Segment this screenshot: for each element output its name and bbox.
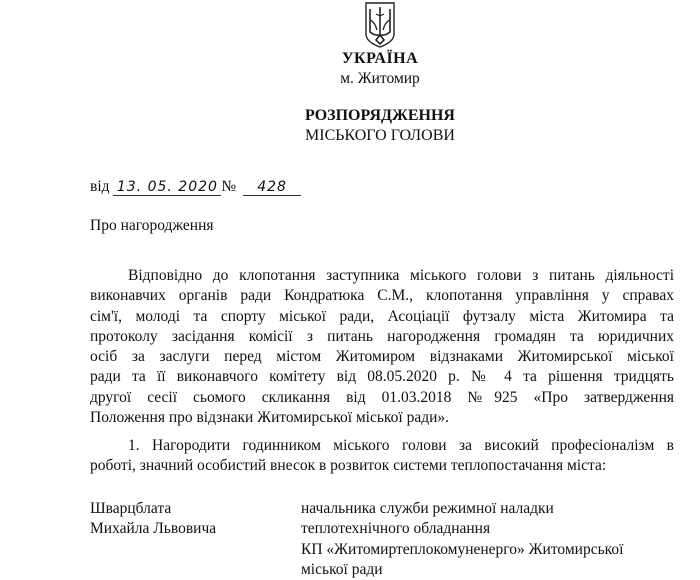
position-line: КП «Житомиртеплокомуненерго» Житомирської (301, 540, 624, 558)
document-number: 428 (243, 179, 301, 196)
preamble-line: виконавчих органів ради Кондратюка С.М., клопотання управління у справах (90, 287, 674, 305)
position-line: начальника служби режимної наладки (301, 500, 554, 517)
tryzub-icon (363, 2, 397, 48)
item-1-line: 1. Нагородити годинником міського голови за високий професіоналізм в (128, 437, 674, 454)
preamble-line: сім'ї, молоді та спорту міської ради, Асоціації футзалу міста Житомира та (90, 307, 674, 325)
document-subject: Про нагородження (90, 217, 214, 234)
document-date: 13. 05. 2020 (113, 179, 221, 196)
country-name: УКРАЇНА (341, 50, 419, 67)
preamble-paragraph (90, 266, 674, 428)
item-1-paragraph (90, 436, 674, 477)
date-prefix: від (90, 178, 110, 195)
city-name: м. Житомир (340, 70, 420, 87)
position-line: міської ради (301, 560, 383, 578)
preamble-line: Положення про відзнаки Житомирської міської ради». (90, 409, 450, 427)
preamble-line: другої сесії сьомого скликання від 01.03.2018 №925 «Про затвердження (90, 388, 674, 406)
recipient-given-names: Михайла Львовича (90, 520, 217, 538)
recipient-surname: Шварцблата (90, 500, 172, 517)
preamble-line: Відповідно до клопотання заступника міського голови з питань діяльності (128, 267, 674, 284)
award-recipient-name (90, 499, 216, 540)
award-recipient-position (301, 499, 674, 580)
document-type: РОЗПОРЯДЖЕННЯ (305, 107, 455, 124)
dateline (90, 178, 301, 196)
document-subtitle: МІСЬКОГО ГОЛОВИ (305, 127, 455, 144)
item-1-line: роботі, значний особистий внесок в розвиток системи теплопостачання міста: (90, 457, 607, 475)
preamble-line: осіб за заслуги перед містом Житомиром відзнаками Житомирської міської (90, 348, 674, 366)
preamble-line: ради та її виконавчого комітету від 08.05.2020 р. № 4 та рішення тридцять (90, 368, 674, 386)
position-line: теплотехнічного обладнання (301, 520, 491, 538)
preamble-line: протоколу засідання комісії з питань нагородження громадян та юридичних (90, 327, 674, 345)
number-label: № (221, 178, 237, 195)
